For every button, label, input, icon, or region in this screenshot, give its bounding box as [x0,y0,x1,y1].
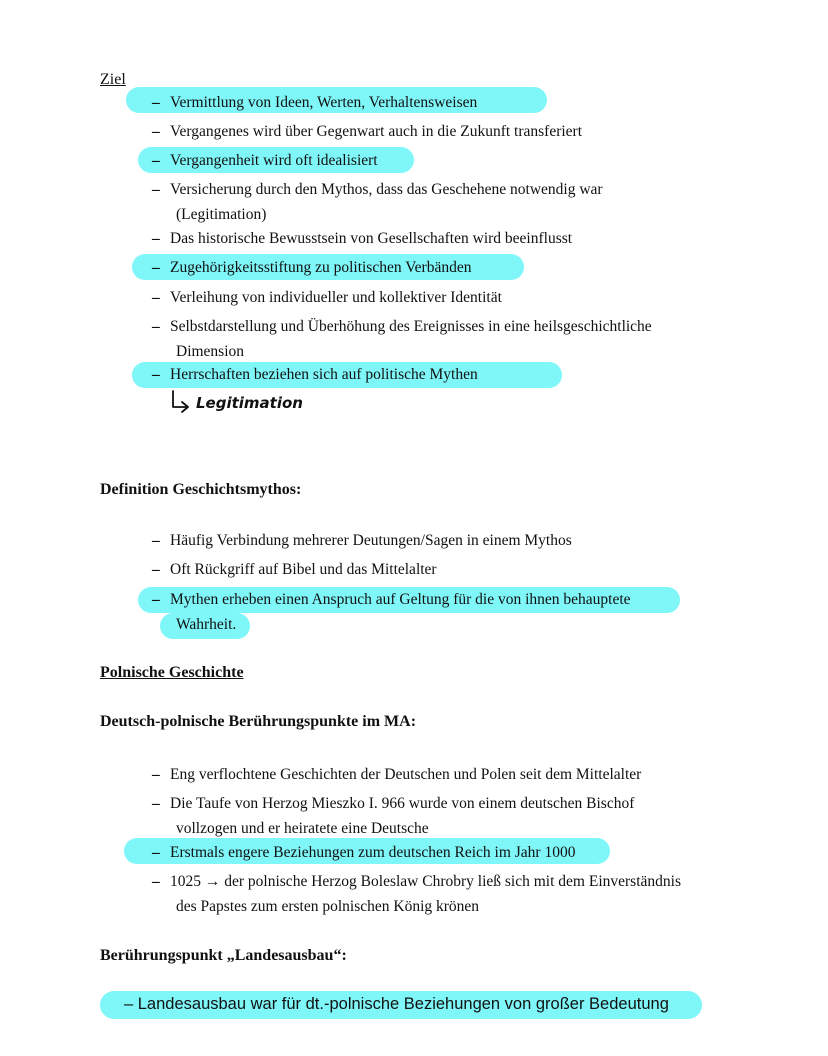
list-item-continuation: Wahrheit. [176,616,237,633]
list-item-continuation: des Papstes zum ersten polnischen König krönen [176,898,480,915]
list-item-text: Selbstdarstellung und Überhöhung des Ereignisses in eine heilsgeschichtliche [170,318,652,335]
list-item-text: Erstmals engere Beziehungen zum deutschen Reich im Jahr 1000 [170,844,576,861]
list-dash: – [152,318,160,335]
handwritten-note [170,388,310,420]
beruehrung-heading: Deutsch-polnische Berührungspunkte im MA: [100,713,417,730]
list-item-continuation: Dimension [176,343,245,360]
list-dash: – [152,259,160,276]
list-dash: – [152,230,160,247]
list-dash: – [152,766,160,783]
list-item-text: Eng verflochtene Geschichten der Deutschen und Polen seit dem Mittelalter [170,766,642,783]
list-item-text: Das historische Bewusstsein von Gesellschaften wird beeinflusst [170,230,573,247]
list-item-text: Häufig Verbindung mehrerer Deutungen/Sagen in einem Mythos [170,532,572,549]
list-item-text: Verleihung von individueller und kollektiver Identität [170,289,502,306]
definition-heading: Definition Geschichtsmythos: [100,481,302,498]
list-dash: – [152,152,160,169]
list-dash: – [152,94,160,111]
landesausbau-item: – Landesausbau war für dt.-polnische Beziehungen von großer Bedeutung [124,995,669,1013]
list-item-text: 1025 → der polnische Herzog Boleslaw Chrobry ließ sich mit dem Einverständnis [170,873,681,890]
list-item-continuation: (Legitimation) [176,206,267,223]
list-dash: – [152,532,160,549]
list-item-text: Versicherung durch den Mythos, dass das Geschehene notwendig war [170,181,603,198]
list-item-continuation: vollzogen und er heiratete eine Deutsche [176,820,429,837]
list-dash: – [152,873,160,890]
list-item-text: Zugehörigkeitsstiftung zu politischen Verbänden [170,259,472,276]
polnisch-heading: Polnische Geschichte [100,664,244,681]
list-dash: – [152,181,160,198]
list-item-text: Oft Rückgriff auf Bibel und das Mittelalter [170,561,437,578]
list-item-text: Vergangenheit wird oft idealisiert [170,152,378,169]
handwritten-word: Legitimation [196,394,303,412]
list-item-text: Vermittlung von Ideen, Werten, Verhaltensweisen [170,94,478,111]
list-item-text: Mythen erheben einen Anspruch auf Geltung für die von ihnen behauptete [170,591,631,608]
list-dash: – [152,844,160,861]
list-dash: – [152,561,160,578]
list-item-text: Vergangenes wird über Gegenwart auch in die Zukunft transferiert [170,123,583,140]
landesausbau-heading: Berührungspunkt „Landesausbau“: [100,947,347,964]
ziel-heading: Ziel [100,71,126,88]
list-dash: – [152,289,160,306]
list-dash: – [152,591,160,608]
list-item-text: Die Taufe von Herzog Mieszko I. 966 wurde von einem deutschen Bischof [170,795,635,812]
list-dash: – [152,795,160,812]
list-dash: – [152,123,160,140]
list-dash: – [152,366,160,383]
list-item-text: Herrschaften beziehen sich auf politische Mythen [170,366,478,383]
